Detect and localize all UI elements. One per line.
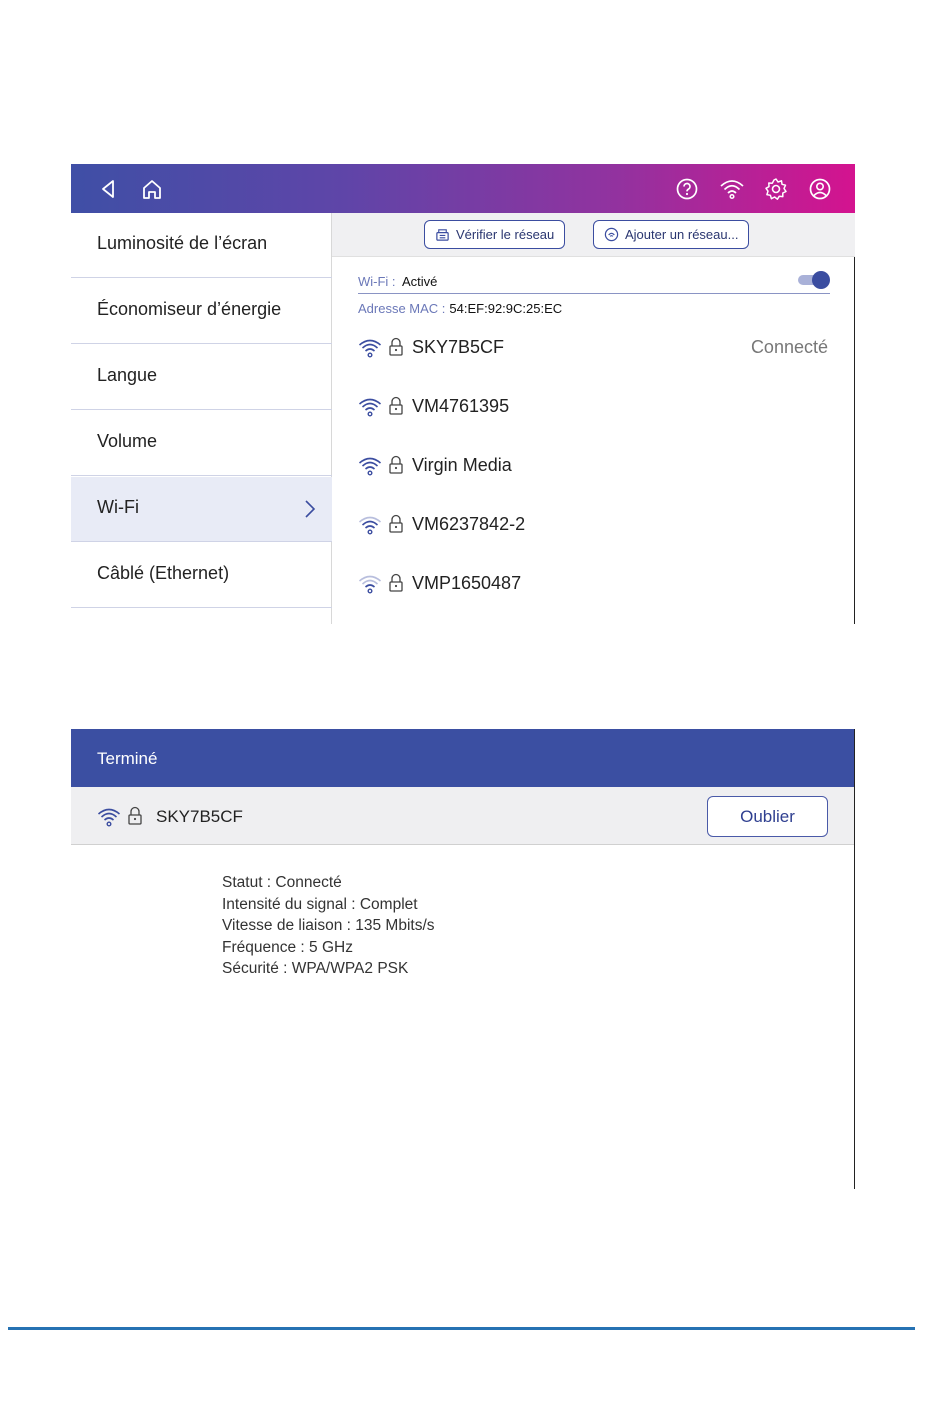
wifi-signal-icon <box>358 337 382 359</box>
home-icon[interactable] <box>139 176 165 202</box>
sidebar-item-ethernet[interactable] <box>71 543 332 608</box>
network-name: Virgin Media <box>412 455 512 475</box>
sidebar-item-label: Volume <box>97 431 158 451</box>
mac-value: 54:EF:92:9C:25:EC <box>449 301 563 316</box>
wifi-label: Wi-Fi : <box>358 274 396 289</box>
wifi-icon[interactable] <box>719 176 745 202</box>
wifi-toggle[interactable] <box>796 271 830 289</box>
action-bar <box>332 213 855 257</box>
detail-security: Sécurité : WPA/WPA2 PSK <box>222 960 409 977</box>
add-network-label: Ajouter un réseau... <box>625 227 739 242</box>
sidebar-item-volume[interactable] <box>71 411 332 476</box>
lock-icon <box>388 455 404 475</box>
wifi-status-row <box>358 270 830 294</box>
mac-label: Adresse MAC : <box>358 301 446 316</box>
back-icon[interactable] <box>95 176 121 202</box>
lock-icon <box>388 573 404 593</box>
help-icon[interactable] <box>674 176 700 202</box>
mac-address-row <box>358 301 562 316</box>
network-name: SKY7B5CF <box>412 337 505 357</box>
network-list-item[interactable] <box>358 570 828 600</box>
sidebar-item-label: Luminosité de l’écran <box>97 233 268 253</box>
network-name: VM6237842-2 <box>412 514 526 534</box>
top-bar <box>71 164 855 213</box>
sidebar-item-label: Économiseur d’énergie <box>97 299 282 319</box>
wifi-signal-icon <box>358 573 382 595</box>
network-check-icon <box>435 227 450 242</box>
network-list-item[interactable] <box>358 511 828 541</box>
check-network-button[interactable] <box>424 220 565 249</box>
lock-icon <box>388 396 404 416</box>
network-details <box>222 872 435 980</box>
sidebar-item-label: Câblé (Ethernet) <box>97 563 230 583</box>
chevron-right-icon <box>304 499 316 519</box>
detail-status: Statut : Connecté <box>222 874 342 891</box>
lock-icon <box>127 806 143 826</box>
wifi-signal-icon <box>358 514 382 536</box>
account-icon[interactable] <box>807 176 833 202</box>
network-status: Connecté <box>750 337 828 357</box>
lock-icon <box>388 337 404 357</box>
details-header <box>71 729 855 787</box>
network-name: VM4761395 <box>412 396 510 416</box>
network-name: VMP1650487 <box>412 573 522 593</box>
settings-sidebar <box>71 213 332 624</box>
sidebar-item-energy-saver[interactable] <box>71 279 332 344</box>
detail-frequency: Fréquence : 5 GHz <box>222 938 353 956</box>
add-network-button[interactable] <box>593 220 749 249</box>
done-button[interactable]: Terminé <box>97 749 158 768</box>
sidebar-item-label: Langue <box>97 365 158 385</box>
forget-network-button[interactable] <box>707 796 828 837</box>
wifi-panel <box>332 213 855 624</box>
wifi-settings-screen <box>71 164 855 624</box>
network-details-screen <box>71 729 855 1189</box>
footer-divider <box>8 1327 915 1330</box>
wifi-signal-icon <box>97 806 121 828</box>
network-name: SKY7B5CF <box>156 807 243 826</box>
network-list-item[interactable] <box>358 452 828 482</box>
sidebar-item-brightness[interactable] <box>71 213 332 278</box>
settings-icon[interactable] <box>763 176 789 202</box>
sidebar-item-language[interactable] <box>71 345 332 410</box>
lock-icon <box>388 514 404 534</box>
network-list-item[interactable] <box>358 334 828 364</box>
check-network-label: Vérifier le réseau <box>456 227 555 242</box>
wifi-signal-icon <box>358 455 382 477</box>
detail-link-speed: Vitesse de liaison : 135 Mbits/s <box>222 917 435 934</box>
forget-label: Oublier <box>740 806 795 826</box>
wifi-signal-icon <box>358 396 382 418</box>
sidebar-item-wifi[interactable] <box>71 477 332 542</box>
detail-signal-strength: Intensité du signal : Complet <box>222 895 418 913</box>
add-network-icon <box>604 227 619 242</box>
network-list-item[interactable] <box>358 393 828 423</box>
sidebar-item-label: Wi-Fi <box>97 497 139 517</box>
wifi-value: Activé <box>402 274 438 289</box>
